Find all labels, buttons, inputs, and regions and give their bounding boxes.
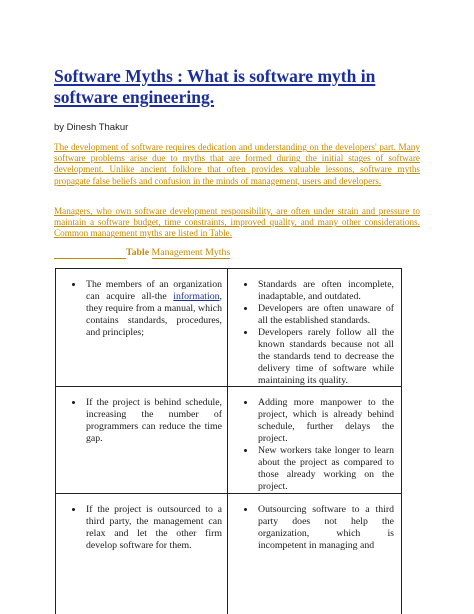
information-link[interactable]: information: [173, 291, 220, 302]
table-cell-myth-1: [66, 279, 222, 339]
table-cell-reality-2: [238, 397, 394, 493]
myth-bullet: [84, 279, 222, 339]
myth-bullet: • If the project is behind schedule, increasing the number of programmers can reduce the time gap.: [84, 397, 222, 445]
reality-bullet: • Outsourcing software to a third party does not help the organization, which is incompetent in managing and: [256, 504, 394, 552]
myth-bullet: • If the project is outsourced to a third party, the management can relax and let the other firm develop software for them.: [84, 504, 222, 552]
reality-bullet: • Adding more manpower to the project, which is already behind schedule, further delays the project.: [256, 397, 394, 445]
reality-bullet: • Developers are often unaware of all the established standards.: [256, 303, 394, 327]
table-caption: [54, 247, 420, 259]
table-row-divider: [56, 493, 401, 494]
page-title: Software Myths : What is software myth in software engineering.: [54, 66, 376, 107]
reality-bullet: • Developers rarely follow all the known standards because not all the standards tend to decrease the delivery time of software while maintaining its quality.: [256, 327, 394, 387]
caption-table-word: Table: [126, 247, 150, 258]
caption-title: Management Myths: [151, 247, 231, 258]
myth-text: The members of an organization can acquire all-the: [86, 279, 222, 302]
caption-underline-spacer: [54, 247, 126, 259]
myths-table: [55, 268, 402, 614]
intro-paragraph[interactable]: The development of software requires dedication and understanding on the developers' part. Many software problems arise due to myths that are formed during the initial stages of software development. Unlike ancient folklore that often provides valuable lessons, software myths propagate false beliefs and confusion in the minds of management, users and developers.: [54, 142, 420, 186]
reality-bullet: • Standards are often incomplete, inadaptable, and outdated.: [256, 279, 394, 303]
table-cell-myth-2: [66, 397, 222, 445]
author-byline: by Dinesh Thakur: [54, 122, 129, 133]
managers-paragraph[interactable]: Managers, who own software development responsibility, are often under strain and pressure to maintain a software budget, time constraints, improved quality, and many other considerations. Common management myths are listed in Table.: [54, 206, 420, 239]
table-cell-myth-3: [66, 504, 222, 552]
myth-text: , they require from a manual, which contains standards, procedures, and principles;: [86, 291, 222, 338]
reality-bullet: • New workers take longer to learn about the project as compared to those already working on the project.: [256, 445, 394, 493]
table-cell-reality-3: [238, 504, 394, 552]
table-cell-reality-1: [238, 279, 394, 387]
table-column-divider: [227, 269, 228, 614]
